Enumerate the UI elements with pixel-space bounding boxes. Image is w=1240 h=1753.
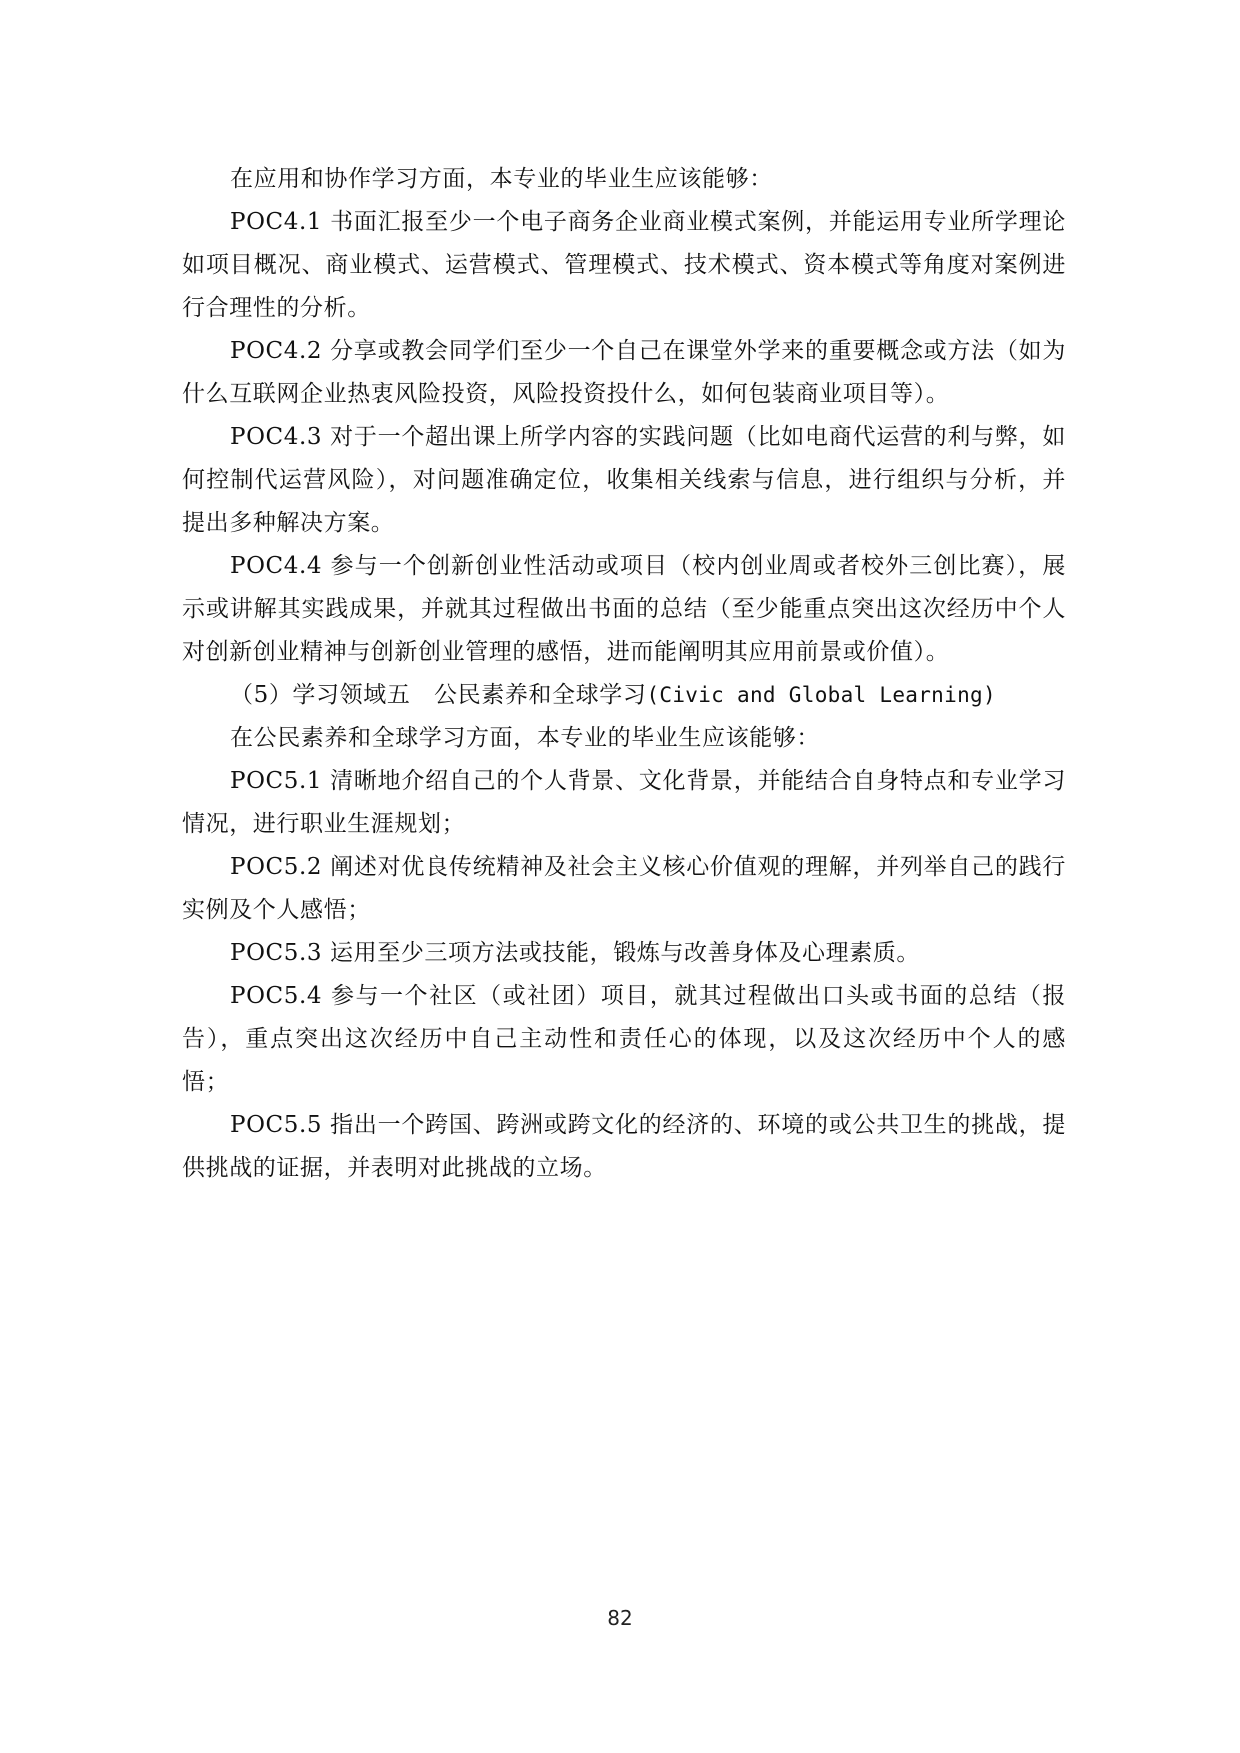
paragraph-poc5-1: POC5.1 清晰地介绍自己的个人背景、文化背景，并能结合自身特点和专业学习情况，进行职业生涯规划； — [182, 768, 1066, 837]
paragraph-poc4-4: POC4.4 参与一个创新创业性活动或项目（校内创业周或者校外三创比赛），展示或讲解其实践成果，并就其过程做出书面的总结（至少能重点突出这次经历中个人对创新创业精神与创新创业管理的感悟，进而能阐明其应用前景或价值）。 — [182, 553, 1066, 665]
paragraph-poc5-5: POC5.5 指出一个跨国、跨洲或跨文化的经济的、环境的或公共卫生的挑战，提供挑战的证据，并表明对此挑战的立场。 — [182, 1112, 1066, 1181]
page-body — [182, 158, 1066, 1190]
paragraph-poc5-2: POC5.2 阐述对优良传统精神及社会主义核心价值观的理解，并列举自己的践行实例及个人感悟； — [182, 854, 1066, 923]
paragraph-poc4-1: POC4.1 书面汇报至少一个电子商务企业商业模式案例，并能运用专业所学理论如项目概况、商业模式、运营模式、管理模式、技术模式、资本模式等角度对案例进行合理性的分析。 — [182, 209, 1066, 321]
paragraph-poc5-3: POC5.3 运用至少三项方法或技能，锻炼与改善身体及心理素质。 — [230, 940, 921, 966]
page-number: 82 — [607, 1606, 633, 1630]
section-heading-prefix: （5）学习领域五 公民素养和全球学习 — [230, 682, 647, 708]
paragraph-poc4-2: POC4.2 分享或教会同学们至少一个自己在课堂外学来的重要概念或方法（如为什么互联网企业热衷风险投资，风险投资投什么，如何包装商业项目等）。 — [182, 338, 1066, 407]
paragraph-poc4-3: POC4.3 对于一个超出课上所学内容的实践问题（比如电商代运营的利与弊，如何控制代运营风险），对问题准确定位，收集相关线索与信息，进行组织与分析，并提出多种解决方案。 — [182, 424, 1066, 536]
section-heading-civic-global — [182, 674, 1066, 717]
paragraph-poc5-4: POC5.4 参与一个社区（或社团）项目，就其过程做出口头或书面的总结（报告），重点突出这次经历中自己主动性和责任心的体现，以及这次经历中个人的感悟； — [182, 983, 1066, 1095]
paragraph-intro-civic-learning: 在公民素养和全球学习方面，本专业的毕业生应该能够： — [230, 725, 820, 751]
section-heading-english: (Civic and Global Learning) — [646, 683, 996, 707]
paragraph-intro-applied-learning: 在应用和协作学习方面，本专业的毕业生应该能够： — [230, 166, 773, 192]
